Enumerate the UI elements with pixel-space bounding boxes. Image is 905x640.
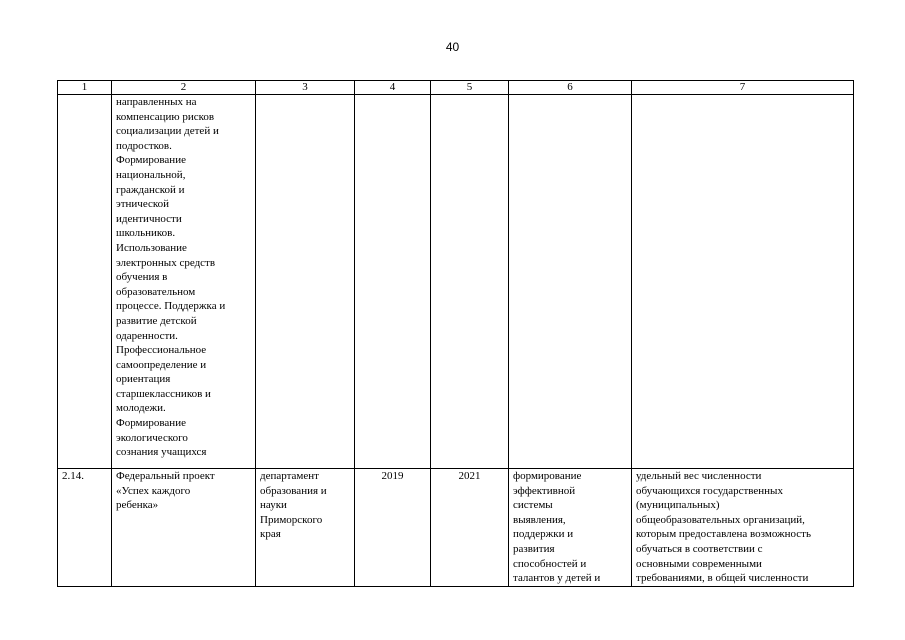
cell-goal — [509, 95, 632, 469]
header-col-2: 2 — [112, 81, 256, 95]
cell-project-name: Федеральный проект «Успех каждого ребенка» — [112, 469, 256, 587]
cell-number — [58, 95, 112, 469]
header-col-6: 6 — [509, 81, 632, 95]
header-col-4: 4 — [355, 81, 431, 95]
header-col-5: 5 — [431, 81, 509, 95]
cell-end-year — [431, 95, 509, 469]
cell-number: 2.14. — [58, 469, 112, 587]
cell-end-year: 2021 — [431, 469, 509, 587]
header-col-3: 3 — [256, 81, 355, 95]
cell-description: направленных на компенсацию рисков социализации детей и подростков. Формирование национальной, гражданской и этнической идентичности школьников. Использование электронных средств обучения в образовательном процессе. Поддержка и развитие детской одаренности. Профессиональное самоопределение и ориентация старшеклассников и молодежи. Формирование экологического сознания учащихся — [112, 95, 256, 469]
cell-executor — [256, 95, 355, 469]
header-col-1: 1 — [58, 81, 112, 95]
table-row-continuation — [58, 95, 854, 469]
header-col-7: 7 — [632, 81, 854, 95]
program-table — [57, 80, 854, 587]
cell-start-year: 2019 — [355, 469, 431, 587]
header-row — [58, 81, 854, 95]
cell-goal: формирование эффективной системы выявления, поддержки и развития способностей и талантов у детей и — [509, 469, 632, 587]
cell-indicator — [632, 95, 854, 469]
cell-indicator: удельный вес численности обучающихся государственных (муниципальных) общеобразовательных организаций, которым предоставлена возможность обучаться в соответствии с основными современными требованиями, в общей численности — [632, 469, 854, 587]
cell-start-year — [355, 95, 431, 469]
cell-executor: департамент образования и науки Приморского края — [256, 469, 355, 587]
page-number: 40 — [445, 40, 460, 54]
table-row-project — [58, 469, 854, 587]
